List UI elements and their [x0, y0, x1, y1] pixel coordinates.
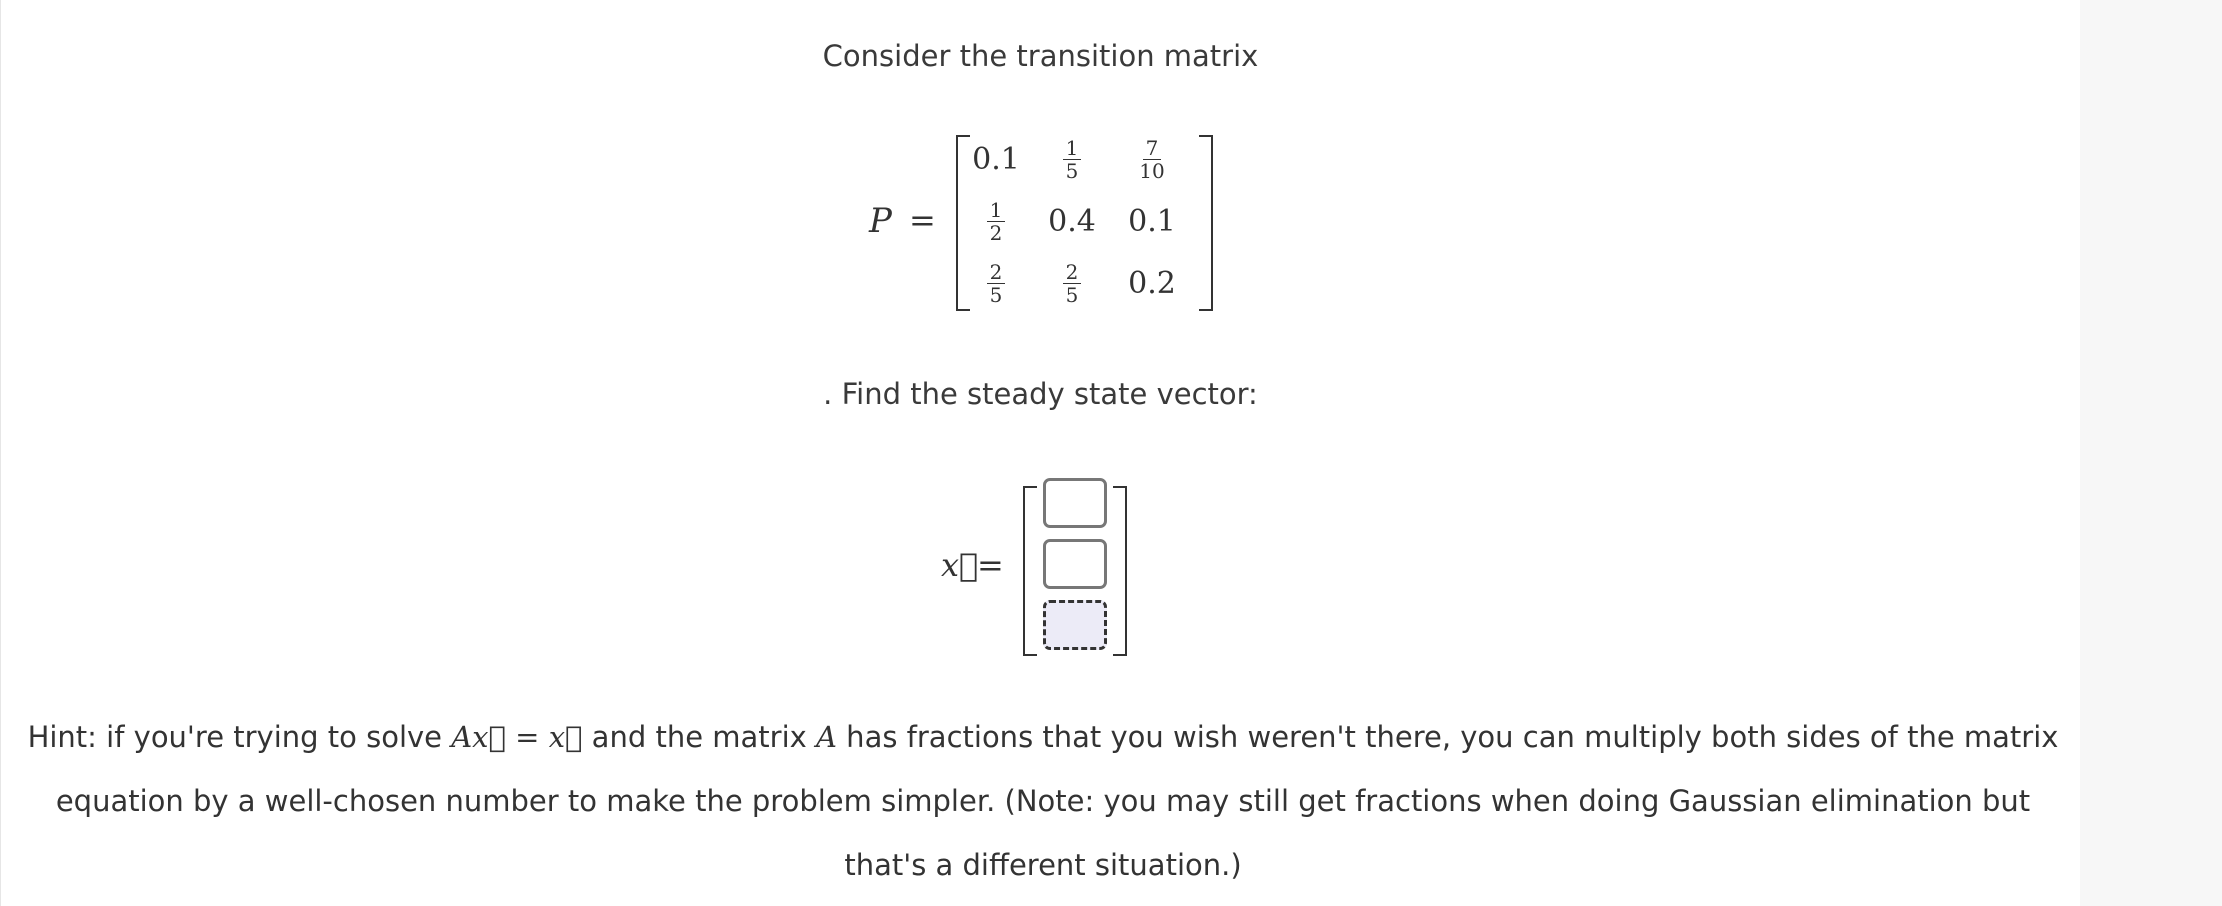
matrix-cell-fraction [987, 199, 1006, 244]
find-text: . Find the steady state vector: [823, 377, 1258, 411]
fraction-numerator: 1 [1063, 137, 1082, 160]
matrix-cell-fraction [1136, 137, 1167, 182]
matrix-cell [961, 193, 1031, 249]
matrix-cell [1117, 193, 1187, 249]
matrix-cell-fraction [987, 261, 1006, 306]
answer-input-2[interactable] [1043, 539, 1107, 589]
answer-input-3[interactable] [1043, 600, 1107, 650]
hint-eq-rhs: x⃗ [548, 720, 583, 754]
matrix-cell-value: 0.4 [1048, 203, 1096, 239]
transition-matrix [869, 135, 1229, 315]
answer-input-1[interactable] [1043, 478, 1107, 528]
matrix-cell [1037, 193, 1107, 249]
matrix-cell [961, 255, 1031, 311]
matrix-cell [1117, 255, 1187, 311]
matrix-cell [1037, 131, 1107, 187]
hint-eq-lhs: Ax⃗ [451, 720, 506, 754]
matrix-cell [961, 131, 1031, 187]
vector-label: x⃗ [941, 546, 979, 584]
matrix-cell [1117, 131, 1187, 187]
vector-equals: = [977, 546, 1004, 584]
fraction-numerator: 2 [1063, 261, 1082, 284]
matrix-cell-fraction [1063, 261, 1082, 306]
matrix-cell-value: 0.1 [1128, 203, 1176, 239]
matrix-cell-value: 0.2 [1128, 265, 1176, 301]
fraction-denominator: 5 [1065, 158, 1079, 183]
fraction-denominator: 10 [1139, 158, 1165, 183]
vector-left-bracket [1023, 486, 1037, 656]
right-sidebar [2080, 0, 2222, 906]
hint-eq-op: = [505, 720, 549, 754]
fraction-denominator: 2 [989, 220, 1003, 245]
fraction-numerator: 2 [987, 261, 1006, 284]
matrix-right-bracket [1199, 135, 1213, 311]
hint-part1: Hint: if you're trying to solve [27, 720, 452, 754]
matrix-cell [1037, 255, 1107, 311]
hint-part2: and the matrix [582, 720, 817, 754]
fraction-numerator: 1 [987, 199, 1006, 222]
fraction-numerator: 7 [1143, 137, 1162, 160]
hint-matrix-name: A [816, 720, 837, 754]
matrix-cell-fraction [1063, 137, 1082, 182]
fraction-denominator: 5 [1065, 282, 1079, 307]
intro-text: Consider the transition matrix [822, 39, 1259, 73]
fraction-denominator: 5 [989, 282, 1003, 307]
hint-text [23, 705, 2063, 897]
hint-part3: has fractions that you wish weren't there, you can multiply both sides of the matrix equation by a well-chosen number to make the problem simpler. (Note: you may still get fractions when doing Gaussian elimination but that's a different situation.) [55, 720, 2059, 882]
matrix-label: P [869, 201, 892, 241]
vector-right-bracket [1113, 486, 1127, 656]
steady-state-vector [941, 478, 1141, 658]
matrix-cell-value: 0.1 [972, 141, 1020, 177]
matrix-equals: = [909, 201, 936, 239]
